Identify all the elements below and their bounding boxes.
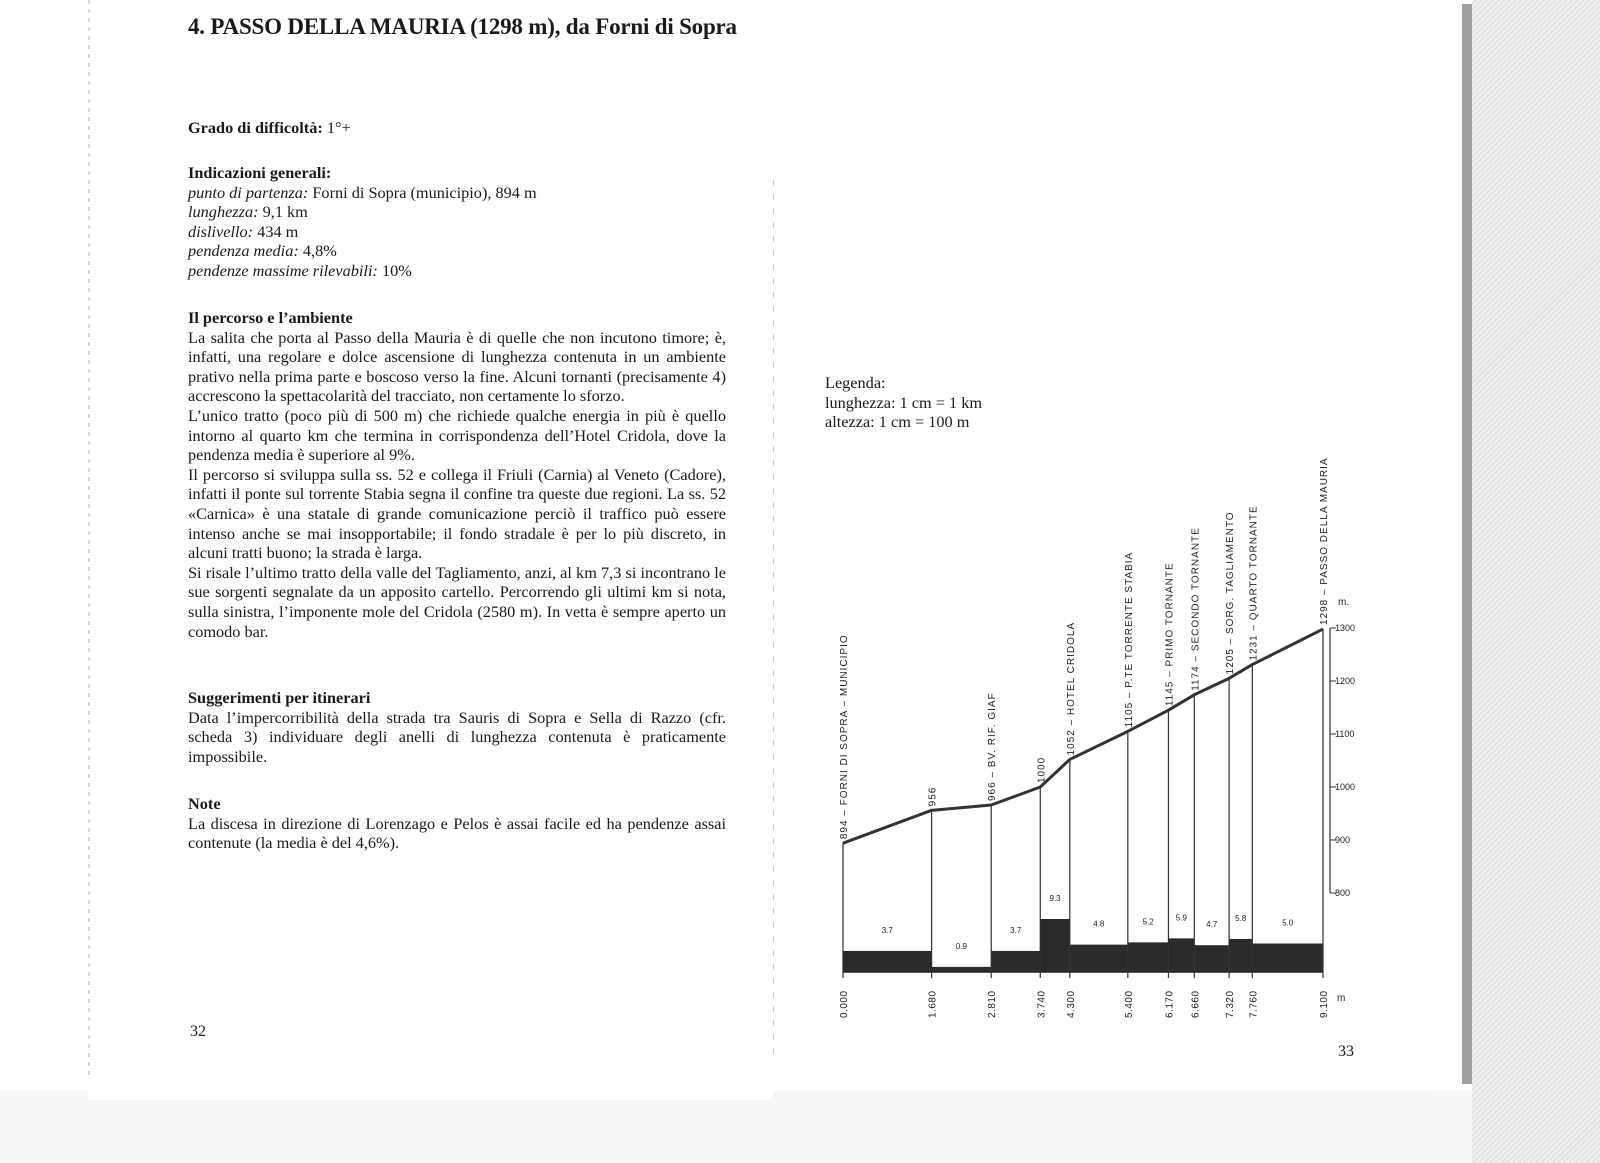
- general-item-value: 434 m: [253, 221, 299, 241]
- difficulty-label: Grado di difficoltà:: [188, 118, 323, 137]
- station-label: 1000: [1036, 756, 1048, 783]
- general-item-value: 4,8%: [298, 241, 337, 261]
- station-label: 956: [927, 786, 939, 807]
- station-label: 966 – BV. RIF. GIAF: [987, 692, 999, 802]
- notes-heading: Note: [188, 794, 221, 813]
- station-label: 1298 – PASSO DELLA MAURIA: [1319, 457, 1330, 626]
- general-item-value: 10%: [377, 260, 412, 280]
- gradient-label: 4.7: [1206, 920, 1218, 930]
- route-paragraph: L’unico tratto (poco più di 500 m) che richiede qualche energia in più è quello intorno al quarto km che termina in corrispondenza dell’Hotel Cridola, dove la pendenza media è superiore al 9%.: [188, 405, 726, 465]
- x-tick-label: 0.000: [839, 990, 850, 1018]
- station-label: 1174 – SECONDO TORNANTE: [1190, 527, 1202, 691]
- x-tick-label: 7.320: [1225, 990, 1237, 1018]
- general-item-label: pendenze massime rilevabili:: [188, 260, 378, 280]
- x-tick-label: 2.810: [987, 990, 999, 1018]
- legend-height-scale: altezza: 1 cm = 100 m: [825, 412, 970, 432]
- station-label: 1052 – HOTEL CRIDOLA: [1065, 621, 1077, 756]
- gradient-label: 5.9: [1175, 913, 1187, 923]
- gradient-bar: [1252, 944, 1323, 973]
- gradient-bar: [1040, 919, 1070, 972]
- gradient-label: 5.2: [1142, 917, 1154, 927]
- general-item-label: pendenza media:: [188, 241, 299, 261]
- gradient-label: 0.9: [955, 941, 967, 951]
- gradient-bar: [1128, 942, 1169, 972]
- gradient-bar: [991, 951, 1040, 972]
- suggestions-heading: Suggerimenti per itinerari: [188, 688, 371, 707]
- y-tick-label: 800: [1335, 888, 1351, 898]
- y-tick-label: 1000: [1335, 782, 1356, 792]
- x-axis-unit: m: [1337, 993, 1346, 1004]
- difficulty-value: 1°+: [326, 118, 351, 137]
- gradient-label: 4.8: [1093, 919, 1105, 929]
- route-heading: Il percorso e l’ambiente: [188, 308, 353, 327]
- general-item-label: punto di partenza:: [188, 182, 309, 202]
- page-number-right: 33: [1338, 1043, 1354, 1060]
- y-tick-label: 1200: [1335, 676, 1356, 686]
- gradient-label: 5.8: [1235, 913, 1247, 923]
- station-label: 894 – FORNI DI SOPRA – MUNICIPIO: [839, 634, 850, 840]
- station-label: 1145 – PRIMO TORNANTE: [1164, 562, 1176, 707]
- legend-length-scale: lunghezza: 1 cm = 1 km: [825, 392, 983, 412]
- gradient-bar: [1229, 939, 1252, 972]
- gradient-label: 3.7: [881, 925, 893, 935]
- general-item-label: dislivello:: [188, 221, 254, 241]
- page-number-left: 32: [190, 1023, 206, 1040]
- general-item-value: Forni di Sopra (municipio), 894 m: [308, 182, 537, 202]
- gradient-bar: [1070, 945, 1128, 972]
- suggestions-text: Data l’impercorribilità della strada tra Sauris di Sopra e Sella di Razzo (cfr. scheda 3) individuare degli anelli di lunghezza contenuta è praticamente impossibile.: [188, 707, 726, 766]
- y-tick-label: 1300: [1335, 623, 1356, 633]
- legend-title: Legenda:: [825, 373, 886, 392]
- route-paragraph: Il percorso si sviluppa sulla ss. 52 e collega il Friuli (Carnia) al Veneto (Cadore), infatti il ponte sul torrente Stabia segna il confine tra queste due regioni. La ss. 52 «Carnica» è una statale di grande comunicazione perciò il traffico può essere intenso anche se mai insopportabile; il fondo stradale è per lo più discreto, in alcuni tratti buono; la strada è larga.: [188, 464, 726, 563]
- gradient-label: 3.7: [1010, 925, 1022, 935]
- station-label: 1231 – QUARTO TORNANTE: [1248, 505, 1260, 661]
- x-tick-label: 9.100: [1319, 990, 1330, 1018]
- x-tick-label: 7.760: [1248, 990, 1260, 1018]
- notes-text: La discesa in direzione di Lorenzago e Pelos è assai facile ed ha pendenze assai contenute (la media è del 4,6%).: [188, 813, 726, 853]
- gradient-bar: [1168, 938, 1194, 972]
- general-item-value: 9,1 km: [258, 202, 308, 222]
- station-label: 1205 – SORG. TAGLIAMENTO: [1225, 511, 1237, 675]
- gradient-bar: [1194, 945, 1229, 972]
- general-item-label: lunghezza:: [188, 202, 259, 222]
- gradient-label: 9.3: [1049, 893, 1061, 903]
- y-axis-unit: m.: [1338, 597, 1350, 608]
- gradient-bar: [843, 951, 932, 972]
- x-tick-label: 3.740: [1036, 990, 1048, 1018]
- x-tick-label: 4.300: [1065, 990, 1077, 1018]
- y-tick-label: 900: [1335, 835, 1351, 845]
- station-label: 1105 – P.TE TORRENTE STABIA: [1123, 551, 1135, 728]
- general-heading: Indicazioni generali:: [188, 163, 332, 182]
- route-paragraph: La salita che porta al Passo della Mauria è di quelle che non incutono timore; è, infatti, una regolare e dolce ascensione di lunghezza contenuta in un ambiente prativo nella prima parte e boscoso verso la fine. Alcuni tornanti (precisamente 4) accrescono la spettacolarità del tracciato, non certamente lo sforzo.: [188, 327, 726, 406]
- gradient-label: 5.0: [1282, 918, 1294, 928]
- x-tick-label: 6.170: [1164, 990, 1176, 1018]
- page-title: 4. PASSO DELLA MAURIA (1298 m), da Forni di Sopra: [188, 14, 737, 39]
- route-paragraph: Si risale l’ultimo tratto della valle del Tagliamento, anzi, al km 7,3 si incontrano le sue sorgenti segnalate da un apposito cartello. Percorrendo gli ultimi km si nota, sulla sinistra, l’imponente mole del Cridola (2580 m). In vetta è sempre aperto un comodo bar.: [188, 562, 726, 641]
- gradient-bar: [932, 967, 992, 972]
- x-tick-label: 5.400: [1123, 990, 1135, 1018]
- y-tick-label: 1100: [1335, 729, 1355, 739]
- x-tick-label: 1.680: [927, 990, 939, 1018]
- x-tick-label: 6.660: [1190, 990, 1202, 1018]
